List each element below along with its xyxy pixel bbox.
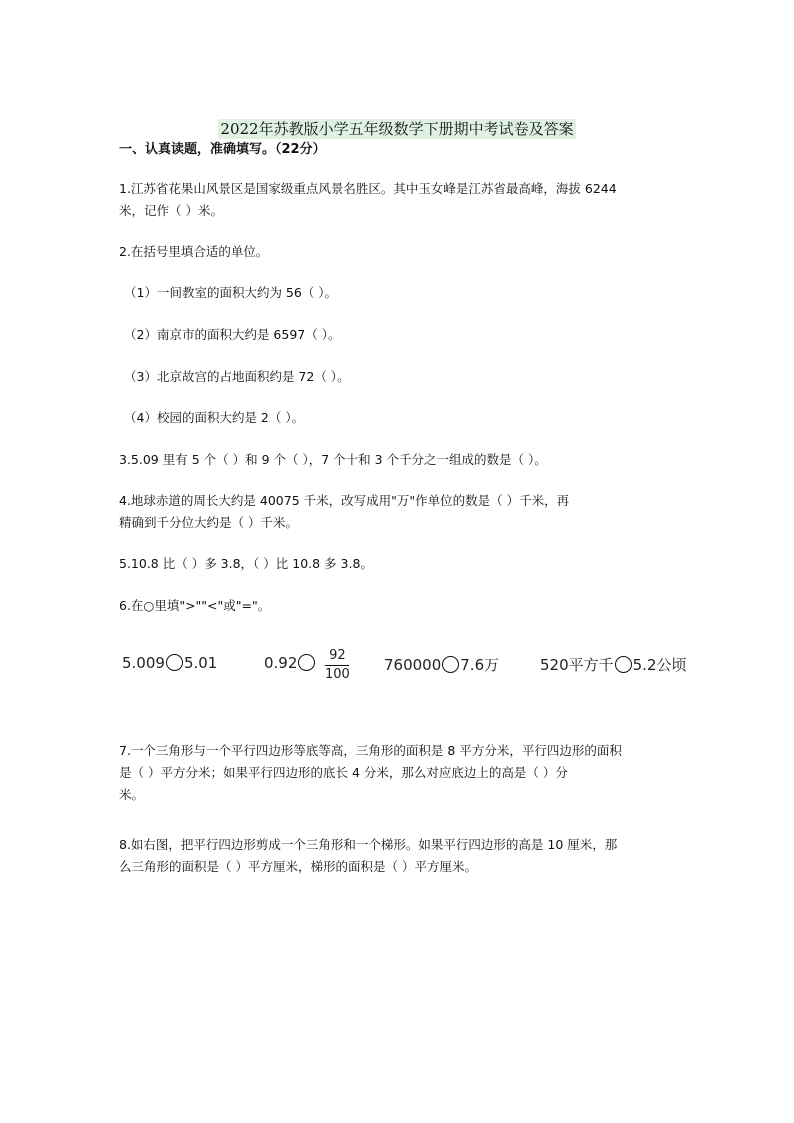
question-8-line-2: 么三角形的面积是（ ）平方厘米，梯形的面积是（ ）平方厘米。: [119, 859, 477, 874]
comparison-2-circle-blank[interactable]: [298, 654, 315, 671]
fraction-denominator: 100: [325, 667, 350, 682]
document-title: [0, 118, 794, 139]
comparison-1-left: 5.009: [122, 654, 165, 672]
comparison-1: [122, 654, 217, 672]
comparison-4-left: 520平方千: [540, 656, 614, 674]
question-2-item-4: （4）校园的面积大约是 2（ ）。: [124, 410, 305, 425]
question-5: 5.10.8 比（ ）多 3.8，（ ）比 10.8 多 3.8。: [119, 556, 373, 571]
question-6-stem: 6.在○里填">""<"或"="。: [119, 598, 271, 613]
question-7-line-3: 米。: [119, 787, 145, 802]
comparison-3-left: 760000: [384, 656, 442, 674]
question-2-item-1: （1）一间教室的面积大约为 56（ ）。: [124, 285, 338, 300]
comparison-3-circle-blank[interactable]: [442, 656, 459, 673]
comparison-2: [264, 654, 316, 672]
comparison-1-right: 5.01: [183, 654, 218, 672]
comparison-3: [384, 654, 499, 675]
question-7-line-2: 是（ ）平方分米；如果平行四边形的底长 4 分米，那么对应底边上的高是（ ）分: [119, 765, 568, 780]
question-2-item-3: （3）北京故宫的占地面积约是 72（ ）。: [124, 369, 350, 384]
question-1-line-2: 米，记作（ ）米。: [119, 203, 223, 218]
comparison-1-circle-blank[interactable]: [166, 654, 183, 671]
comparison-2-fraction: [325, 648, 350, 683]
question-2-item-2: （2）南京市的面积大约是 6597（ ）。: [124, 327, 341, 342]
comparison-4: [540, 654, 687, 675]
question-1-line-1: 1.江苏省花果山风景区是国家级重点风景名胜区。其中玉女峰是江苏省最高峰，海拔 6244: [119, 181, 617, 196]
question-3: 3.5.09 里有 5 个（ ）和 9 个（ ），7 个十和 3 个千分之一组成的数是（ ）。: [119, 452, 547, 467]
comparison-4-circle-blank[interactable]: [615, 656, 632, 673]
comparison-4-right: 5.2公顷: [632, 656, 687, 674]
section-heading: 一、认真读题，准确填写。（22分）: [119, 142, 326, 157]
fraction-bar: [325, 665, 349, 666]
question-4-line-1: 4.地球赤道的周长大约是 40075 千米，改写成用"万"作单位的数是（ ）千米，再: [119, 493, 570, 508]
question-7-line-1: 7.一个三角形与一个平行四边形等底等高，三角形的面积是 8 平方分米，平行四边形的面积: [119, 743, 622, 758]
document-title-text: 2022年苏教版小学五年级数学下册期中考试卷及答案: [220, 120, 574, 138]
question-8-line-1: 8.如右图，把平行四边形剪成一个三角形和一个梯形。如果平行四边形的高是 10 厘米，那: [119, 837, 618, 852]
comparison-row: [122, 648, 722, 698]
fraction-numerator: 92: [329, 648, 346, 663]
comparison-3-right: 7.6万: [460, 656, 500, 674]
question-4-line-2: 精确到千分位大约是（ ）千米。: [119, 515, 298, 530]
question-2-stem: 2.在括号里填合适的单位。: [119, 244, 269, 259]
comparison-2-left: 0.92: [264, 654, 298, 672]
